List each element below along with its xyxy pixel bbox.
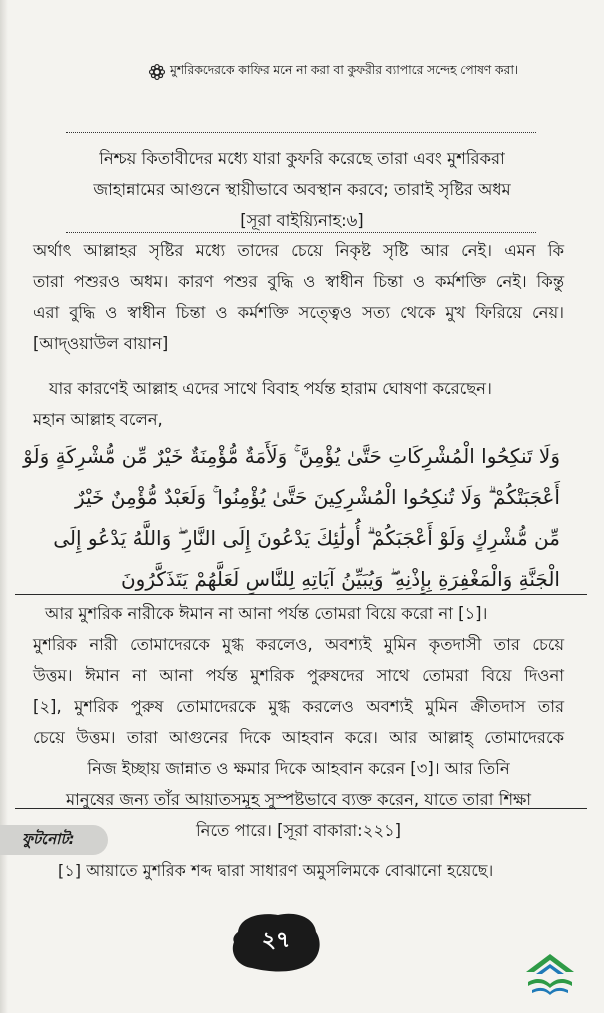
intro-paragraph [33,373,564,435]
dotted-separator-top [66,132,536,133]
translation-line: নিজ ইচ্ছায় জান্নাত ও ক্ষমার দিকে আহবান করেন [৩]। আর তিনি [87,759,510,778]
translation-line: চেয়ে উত্তম। তারা আগুনের দিকে আহবান করে। আর আল্লাহ্ তোমাদেরকে [33,728,564,747]
explanation-source: [আদ্ওয়াউল বায়ান] [33,334,169,353]
footnote-label-text: ফুটনোট: [22,829,75,848]
arabic-verse-line: وَلَا تَنكِحُوا الْمُشْرِكَاتِ حَتَّىٰ يُؤْمِنَّ ۚ وَلَأَمَةٌ مُّؤْمِنَةٌ خَيْرٌ مِّن مُّشْرِكَةٍ وَلَوْ [23,444,560,468]
translation-line: মানুষের জন্য তাঁর আয়াতসমূহ সুস্পষ্টভাবে ব্যক্ত করেন, যাতে তারা শিক্ষা [65,790,532,809]
intro-line: যার কারণেই আল্লাহ এদের সাথে বিবাহ পর্যন্ত হারাম ঘোষণা করেছেন। [49,379,492,398]
explanation-line: অর্থাৎ আল্লাহর সৃষ্টির মধ্যে তাদের চেয়ে নিকৃষ্ট সৃষ্টি আর নেই। এমন কি [33,241,564,260]
explanation-line: এরা বুদ্ধি ও স্বাধীন চিন্তা ও কর্মশক্তি সত্ত্বেও সত্য থেকে মুখ ফিরিয়ে নেয়। [33,303,564,322]
verse-translation-line: জাহান্নামের আগুনে স্থায়ীভাবে অবস্থান করবে; তারাই সৃষ্টির অধম [93,180,511,199]
ornament-icon [148,63,166,81]
verse-divider-top [15,594,587,595]
translation-line: উত্তম। ঈমান না আনা পর্যন্ত মুশরিক পুরুষদের সাথে তোমরা বিয়ে দিওনা [33,666,564,685]
verse-translation-line: নিশ্চয় কিতাবীদের মধ্যে যারা কুফরি করেছে তারা এবং মুশরিকরা [99,149,505,168]
arabic-verse-line: مِّن مُّشْرِكٍ وَلَوْ أَعْجَبَكُمْ ۗ أُولَٰئِكَ يَدْعُونَ إِلَى النَّارِ ۖ وَاللَّهُ يَدْعُو إِلَى [53,526,560,550]
arabic-verse-line: أَعْجَبَتْكُمْ ۗ وَلَا تُنكِحُوا الْمُشْرِكِينَ حَتَّىٰ يُؤْمِنُوا ۚ وَلَعَبْدٌ مُّؤْمِنٌ خَيْرٌ [74,485,560,509]
intro-line: মহান আল্লাহ বলেন, [33,410,163,429]
footnote-label [0,825,108,855]
page-number-text: ২৭ [261,927,291,953]
running-header [148,58,588,86]
translation-line: আর মুশরিক নারীকে ঈমান না আনা পর্যন্ত তোমরা বিয়ে করো না [১]। [45,604,488,623]
translation-line: মুশরিক নারী তোমাদেরকে মুগ্ধ করলেও, অবশ্যই মুমিন কৃতদাসী তার চেয়ে [33,635,564,654]
page-edge-shadow [0,0,8,1013]
arabic-verse [23,436,560,600]
explanation-line: তারা পশুরও অধম। কারণ পশুর বুদ্ধি ও স্বাধীন চিন্তা ও কর্মশক্তি নেই। কিন্তু [33,272,564,291]
arabic-verse-line: الْجَنَّةِ وَالْمَغْفِرَةِ بِإِذْنِهِ ۖ وَيُبَيِّنُ آيَاتِهِ لِلنَّاسِ لَعَلَّهُمْ يَتَذَكَّرُونَ [120,567,560,591]
footnote-text: [১] আয়াতে মুশরিক শব্দ দ্বারা সাধারণ অমুসলিমকে বোঝানো হয়েছে। [58,861,494,880]
verse-translation [40,143,564,236]
verse-divider-bottom [15,808,587,809]
verse-reference: [সূরা বাইয়্যিনাহ:৬] [240,211,364,230]
translation-reference: নিতে পারে। [সূরা বাকারা:২২১] [195,821,402,840]
publisher-logo-icon [522,950,578,996]
dotted-separator-bottom [66,232,536,233]
explanation-paragraph [33,235,564,359]
translation-line: [২], মুশরিক পুরুষ তোমাদেরকে মুগ্ধ করলেও অবশ্যই মুমিন ক্রীতদাস তার [33,697,564,716]
page-number [228,908,324,974]
header-text: মুশরিকদেরকে কাফির মনে না করা বা কুফরীর ব্যাপারে সন্দেহ পোষণ করা। [170,62,519,77]
